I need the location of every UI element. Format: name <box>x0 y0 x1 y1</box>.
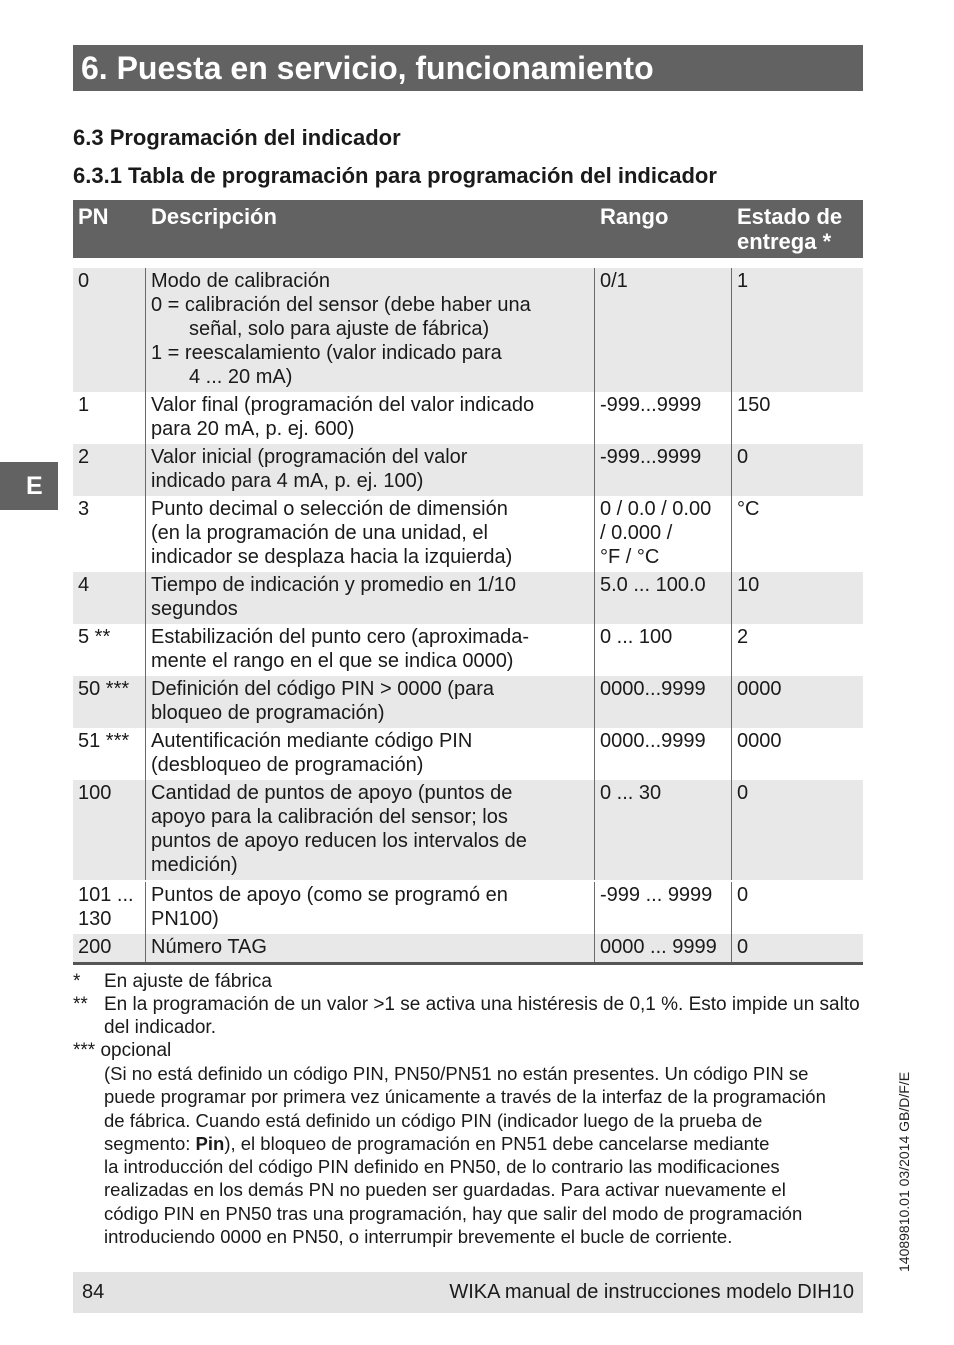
pn-value: 0 <box>78 270 90 292</box>
table-row <box>73 780 863 880</box>
default-cell: 1 <box>737 270 749 292</box>
description-cell <box>146 572 595 624</box>
document-number: 14089810.01 03/2014 GB/D/F/E <box>896 1071 912 1272</box>
subsection-heading: 6.3.1 Tabla de programación para programación del indicador <box>73 163 717 188</box>
default-cell: 0000 <box>737 678 782 700</box>
range-cell: 0 ... 30 <box>595 780 732 880</box>
desc-line: bloqueo de programación) <box>151 702 385 724</box>
table-row <box>73 496 863 572</box>
default-cell: 0 <box>737 446 749 468</box>
range-cell: 0000 ... 9999 <box>595 934 732 962</box>
description-cell <box>146 676 595 728</box>
table-row <box>73 392 863 444</box>
description-cell <box>146 392 595 444</box>
default-cell: 0000 <box>737 730 782 752</box>
footnote-line: introduciendo 0000 en PN50, o interrumpir brevemente el bucle de corriente. <box>104 1226 733 1248</box>
desc-line: 0 = calibración del sensor (debe haber una <box>151 294 531 316</box>
pn-cell: 4 <box>73 572 146 624</box>
default-cell: 150 <box>737 394 771 416</box>
footnote-text: En la programación de un valor >1 se activa una histéresis de 0,1 %. Esto impide un salto del indicador. <box>104 994 860 1038</box>
range-line: / 0.000 / <box>600 522 673 544</box>
range-cell: -999...9999 <box>595 392 732 444</box>
range-cell: 0000...9999 <box>595 728 732 780</box>
description-cell <box>146 268 595 392</box>
default-cell: °C <box>737 498 760 520</box>
pn-cell: 1 <box>73 392 146 444</box>
pn-cell <box>73 268 146 392</box>
desc-line: apoyo para la calibración del sensor; los <box>151 806 508 828</box>
page-number: 84 <box>82 1281 105 1303</box>
pn-cell: 50 *** <box>73 676 146 728</box>
desc-line: indicador se desplaza hacia la izquierda) <box>151 546 513 568</box>
footnote-line: la introducción del código PIN definido en PN50, de lo contrario las modificaciones <box>104 1156 780 1178</box>
footnote-fragment: ), el bloqueo de programación en PN51 debe cancelarse mediante <box>224 1132 770 1154</box>
header-description: Descripción <box>151 204 277 229</box>
footnote <box>73 970 873 993</box>
default-cell: 10 <box>737 574 760 596</box>
header-range: Rango <box>600 204 669 229</box>
desc-line: mente el rango en el que se indica 0000) <box>151 650 514 672</box>
table-bottom-rule <box>73 962 863 965</box>
desc-line: segundos <box>151 598 238 620</box>
desc-line: indicado para 4 mA, p. ej. 100) <box>151 470 424 492</box>
footnote-line: código PIN en PN50 tras una programación, hay que salir del modo de programación <box>104 1202 803 1224</box>
description-cell <box>146 624 595 676</box>
desc-line: Modo de calibración <box>151 270 330 292</box>
range-line: °F / °C <box>600 546 660 568</box>
footnote-line <box>104 1132 873 1155</box>
footnote-line: puede programar por primera vez únicamente a través de la interfaz de la programación <box>104 1086 826 1108</box>
header-default: Estado de entrega * <box>737 204 843 254</box>
desc-line: Valor final (programación del valor indicado <box>151 394 535 416</box>
footnote-bold-pin: Pin <box>195 1132 225 1154</box>
default-cell: 2 <box>737 626 749 648</box>
description-cell <box>146 934 595 962</box>
description-cell <box>146 496 595 572</box>
pn-cell: 51 *** <box>73 728 146 780</box>
desc-line: Valor inicial (programación del valor <box>151 446 468 468</box>
desc-line: Autentificación mediante código PIN <box>151 730 473 752</box>
pn-cell: 3 <box>73 496 146 572</box>
chapter-title: 6. Puesta en servicio, funcionamiento <box>73 45 863 91</box>
table-row <box>73 728 863 780</box>
table-row <box>73 572 863 624</box>
desc-line: señal, solo para ajuste de fábrica) <box>189 318 490 340</box>
header-pn: PN <box>78 204 109 229</box>
pn-cell: 200 <box>73 934 146 962</box>
desc-line: Punto decimal o selección de dimensión <box>151 498 508 520</box>
range-cell: -999...9999 <box>595 444 732 496</box>
footnote-line: (Si no está definido un código PIN, PN50/PN51 no están presentes. Un código PIN se <box>104 1063 809 1084</box>
desc-line: PN100) <box>151 908 219 930</box>
default-cell: 0 <box>737 884 749 906</box>
footnote-line: de fábrica. Cuando está definido un código PIN (indicador luego de la prueba de <box>104 1109 763 1131</box>
desc-line: (desbloqueo de programación) <box>151 754 424 776</box>
desc-line: para 20 mA, p. ej. 600) <box>151 418 355 440</box>
footer-text: WIKA manual de instrucciones modelo DIH10 <box>449 1281 854 1303</box>
description-cell <box>146 882 595 934</box>
default-cell: 0 <box>737 936 749 958</box>
description-cell <box>146 780 595 880</box>
language-tab: E <box>0 462 58 510</box>
pn-cell <box>73 882 146 934</box>
desc-line: medición) <box>151 854 238 876</box>
desc-line: Definición del código PIN > 0000 (para <box>151 678 494 700</box>
footnotes <box>73 970 873 1248</box>
description-cell <box>146 728 595 780</box>
pn-cell: 5 ** <box>73 624 146 676</box>
desc-line: Estabilización del punto cero (aproximada- <box>151 626 529 648</box>
range-cell: 5.0 ... 100.0 <box>595 572 732 624</box>
pn-cell: 100 <box>73 780 146 880</box>
desc-line: 4 ... 20 mA) <box>189 366 293 388</box>
range-cell: 0000...9999 <box>595 676 732 728</box>
description-cell <box>146 444 595 496</box>
desc-line: Cantidad de puntos de apoyo (puntos de <box>151 782 513 804</box>
range-cell: 0 ... 100 <box>595 624 732 676</box>
pn-line: 101 ... <box>78 884 134 906</box>
desc-line: Puntos de apoyo (como se programó en <box>151 884 508 906</box>
range-cell: -999 ... 9999 <box>595 882 732 934</box>
range-cell: 0/1 <box>595 268 732 392</box>
footnote-text: En ajuste de fábrica <box>104 971 272 992</box>
pn-line: 130 <box>78 908 112 930</box>
desc-line: puntos de apoyo reducen los intervalos de <box>151 830 527 852</box>
programming-table <box>73 200 863 965</box>
default-cell: 0 <box>737 782 749 804</box>
table-header <box>73 200 863 258</box>
footnote-label: *** opcional <box>73 1040 172 1061</box>
table-row <box>73 268 863 392</box>
footnote-mark: ** <box>73 994 88 1015</box>
desc-line: 1 = reescalamiento (valor indicado para <box>151 342 502 364</box>
desc-line: (en la programación de una unidad, el <box>151 522 488 544</box>
desc-line: Número TAG <box>151 936 267 958</box>
footnote <box>73 993 873 1039</box>
desc-line: Tiempo de indicación y promedio en 1/10 <box>151 574 517 596</box>
section-heading: 6.3 Programación del indicador <box>73 125 401 150</box>
pn-cell: 2 <box>73 444 146 496</box>
footnote-line: realizadas en los demás PN no pueden ser guardadas. Para activar nuevamente el <box>104 1179 786 1201</box>
table-row <box>73 880 863 934</box>
footnote-mark: * <box>73 971 81 992</box>
table-row <box>73 444 863 496</box>
range-line: 0 / 0.0 / 0.00 <box>600 498 712 520</box>
table-row <box>73 624 863 676</box>
range-cell <box>595 496 732 572</box>
table-row <box>73 676 863 728</box>
footnote-fragment: segmento: <box>104 1132 196 1154</box>
table-row <box>73 934 863 962</box>
footnote-body <box>73 1062 873 1248</box>
page-footer <box>73 1272 863 1313</box>
